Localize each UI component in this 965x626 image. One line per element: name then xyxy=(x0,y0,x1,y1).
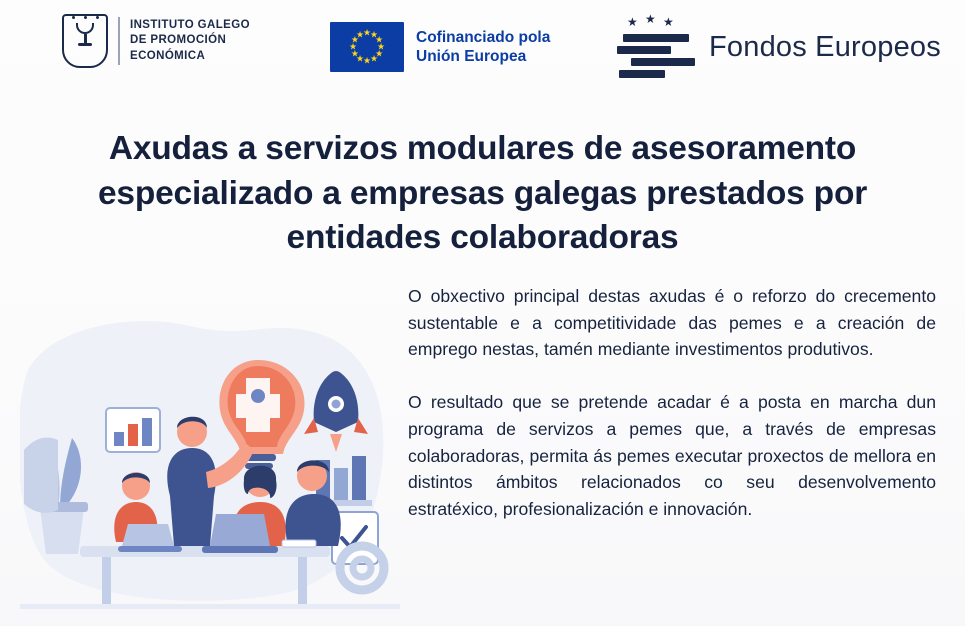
eu-star-icon: ★ xyxy=(376,41,386,52)
fondos-europeos-icon: ★ ★ ★ xyxy=(617,16,695,78)
chair-icon xyxy=(24,438,58,513)
eu-star-icon: ★ xyxy=(362,27,372,38)
eu-flag-icon xyxy=(330,22,404,72)
igape-logo-text xyxy=(130,18,250,64)
eu-line-1: Cofinanciado pola xyxy=(416,28,551,46)
divider xyxy=(118,17,120,65)
eu-line-2: Unión Europea xyxy=(416,48,527,65)
eu-star-icon: ★ xyxy=(355,53,365,64)
eu-star-icon: ★ xyxy=(369,53,379,64)
eu-star-icon: ★ xyxy=(348,41,358,52)
fondos-europeos-label: Fondos Europeos xyxy=(709,30,941,63)
page-title: Axudas a servizos modulares de asesoramento especializado a empresas galegas prestados por entidades colaboradoras xyxy=(97,130,868,256)
fondos-europeos-logo xyxy=(617,12,941,78)
eu-star-icon: ★ xyxy=(350,34,359,45)
igape-line-3: ECONÓMICA xyxy=(130,49,206,62)
igape-line-1: INSTITUTO GALEGO xyxy=(130,19,250,32)
paragraph-2: O resultado que se pretende acadar é a posta en marcha dun programa de servizos a pemes que, a través de empresas colaboradoras, permita ás pemes executar proxectos de mellora en distintos ámbitos relacionados co seu desenvolvemento estratéxico, profesionalización e innovación. xyxy=(408,392,936,520)
logo-bar xyxy=(0,8,965,88)
eu-star-icon: ★ xyxy=(362,55,372,66)
eu-star-icon: ★ xyxy=(355,29,365,40)
body-text-column xyxy=(408,283,936,523)
desk-leg xyxy=(102,557,111,605)
eu-logo-text xyxy=(416,28,550,67)
eu-star-icon: ★ xyxy=(375,34,384,45)
eu-star-icon: ★ xyxy=(369,29,379,40)
floor-line xyxy=(20,604,400,609)
paper-icon xyxy=(282,540,316,547)
eu-star-icon: ★ xyxy=(350,48,359,59)
eu-cofinancing-logo xyxy=(330,22,550,72)
team-collaboration-illustration xyxy=(20,300,400,610)
whiteboard-icon xyxy=(106,408,160,452)
igape-shield-icon xyxy=(62,14,108,68)
igape-logo xyxy=(62,14,250,68)
igape-line-2: DE PROMOCIÓN xyxy=(130,34,227,47)
eu-star-icon: ★ xyxy=(375,48,384,59)
desk-leg xyxy=(298,557,307,605)
paragraph-1: O obxectivo principal destas axudas é o reforzo do crecemento sustentable e a competitividade das pemes e a creación de emprego nestas, tamén mediante investimentos produtivos. xyxy=(408,286,936,360)
